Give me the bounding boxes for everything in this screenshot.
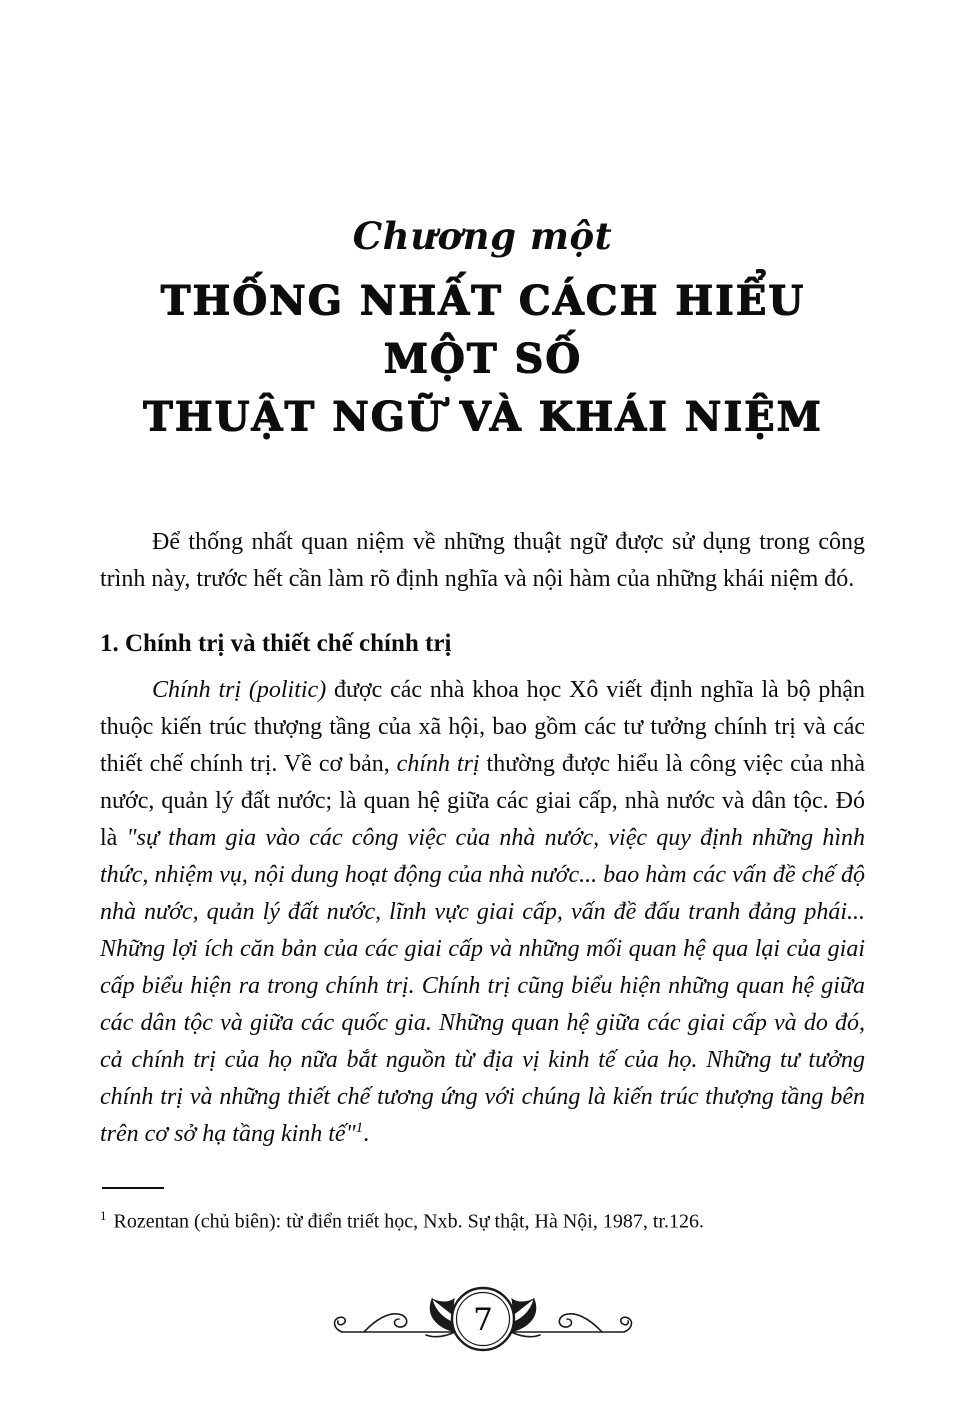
chapter-label: Chương một — [352, 214, 613, 258]
paragraph-segment: thường được hiểu là công việc của nhà nước, quản lý đất nước; là quan hệ giữa các giai cấp, nhà nước và dân tộc. Đó là — [100, 751, 865, 851]
chapter-title-line-1: THỐNG NHẤT CÁCH HIỂU MỘT SỐ — [160, 277, 805, 382]
body-text — [100, 524, 865, 1235]
paragraph-segment: chính trị — [396, 751, 480, 777]
footnote-divider — [102, 1187, 164, 1189]
chapter-head — [100, 214, 865, 446]
chapter-title — [100, 272, 865, 446]
definition-paragraph — [100, 672, 865, 1153]
flourish-left — [334, 1299, 459, 1337]
paragraph-segment-quote: "sự tham gia vào các công việc của nhà nước, việc quy định những hình thức, nhiệm vụ, nội dung hoạt động của nhà nước... bao hàm các vấn đề chế độ nhà nước, quản lý đất nước, lĩnh vực giai cấp, vấn đề đấu tranh đảng phái... Những lợi ích căn bản của các giai cấp và những mối quan hệ qua lại của giai cấp biểu hiện ra trong chính trị. Chính trị cũng biểu hiện những quan hệ giữa các dân tộc và giữa các quốc gia. Những quan hệ giữa các giai cấp và do đó, cả chính trị của họ nữa bắt nguồn từ địa vị kinh tế của họ. Những tư tưởng chính trị và những thiết chế tương ứng với chúng là kiến trúc thượng tầng bên trên cơ sở hạ tầng kinh tế" — [100, 825, 865, 1147]
chapter-title-line-2: THUẬT NGỮ VÀ KHÁI NIỆM — [142, 393, 823, 440]
footnote-marker: 1 — [100, 1208, 107, 1223]
page-number: 7 — [472, 1302, 493, 1338]
paragraph-segment: . — [363, 1121, 370, 1147]
paragraph-segment: được các nhà khoa học Xô viết định nghĩa là bộ phận thuộc kiến trúc thượng tầng của xã hội, bao gồm các tư tưởng chính trị và các thiết chế chính trị. Về cơ bản, — [100, 677, 865, 777]
footnote-text: Rozentan (chủ biên): từ điển triết học, Nxb. Sự thật, Hà Nội, 1987, tr.126. — [113, 1210, 704, 1233]
section-heading: 1. Chính trị và thiết chế chính trị — [100, 630, 452, 657]
intro-paragraph: Để thống nhất quan niệm về những thuật ngữ được sử dụng trong công trình này, trước hết cần làm rõ định nghĩa và nội hàm của những khái niệm đó. — [100, 529, 865, 592]
page-footer — [0, 1275, 965, 1372]
footnote — [100, 1203, 865, 1235]
page-number-ornament — [328, 1275, 638, 1367]
footnote-reference: 1 — [355, 1120, 364, 1136]
footnote-block — [100, 1187, 865, 1235]
flourish-right — [506, 1299, 631, 1337]
paragraph-segment: Chính trị (politic) — [152, 677, 327, 703]
